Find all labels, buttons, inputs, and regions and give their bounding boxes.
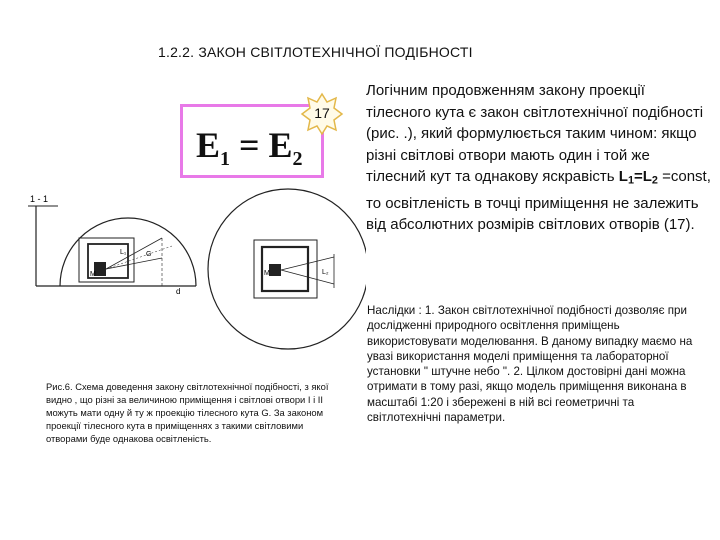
paragraph-equals: =	[633, 168, 643, 186]
figure-circle	[208, 189, 366, 349]
figure-point-m	[269, 264, 281, 276]
paragraph-l2: L	[642, 168, 652, 186]
figure-label-m: M	[264, 270, 270, 277]
figure-label-l1: L₁	[120, 249, 127, 256]
formula-equals: =	[230, 125, 269, 165]
figure-label-m: M	[90, 271, 96, 278]
paragraph-l2-sub: 2	[651, 175, 658, 188]
formula-e1-sub: 1	[220, 148, 231, 171]
paragraph-part2: =const, то освітленість в точці приміщення не залежить від абсолютних розмірів світлових отворів (17).	[366, 168, 711, 234]
figure-diagram	[26, 180, 366, 365]
formula-e2: E	[268, 125, 293, 165]
formula-e2-sub: 2	[292, 148, 303, 171]
formula-e1: E	[196, 125, 221, 165]
figure-label-section: 1 - 1	[30, 194, 49, 204]
figure-label-l2: L₂	[322, 269, 329, 276]
notes-paragraph: Наслідки : 1. Закон світлотехнічної подібності дозволяє при дослідженні природного освітлення приміщень використовувати моделювання. В даному випадку маємо на увазі використання моделі приміщення та лабораторної установки " штучне небо ". 2. Цілком достовірні дані можна отримати в тому разі, якщо модель приміщення виконана в масштабі 1:20 і збережені в ній всі геометричні та світлотехнічні параметри.	[367, 304, 693, 425]
figure-caption: Рис.6. Схема доведення закону світлотехнічної подібності, з якої видно , що різні за величиною приміщення і світлові отвори І і ІІ можуть мати одну й ту ж проекцію тілесного кута G. За законом проекції тілесного кута в приміщеннях з такими світловими отворами буде однакова освітленість.	[46, 381, 329, 444]
formula	[196, 124, 303, 171]
paragraph-l1-sub: 1	[627, 175, 634, 188]
main-paragraph	[366, 80, 711, 236]
paragraph-part1: Логічним продовженням закону проекції тілесного кута є закон світлотехнічної подібності (рис. .), який формулюється таким чином: якщо різні світлові отвори мають один і той же тілесний кут та однакову яскравість	[366, 82, 704, 186]
figure-label-g: G	[146, 251, 152, 258]
paragraph-l1: L	[618, 168, 628, 186]
figure-label-d: d	[176, 287, 181, 296]
star-badge-number: 17	[314, 105, 330, 121]
slide-title: 1.2.2. ЗАКОН СВІТЛОТЕХНІЧНОЇ ПОДІБНОСТІ	[158, 44, 473, 60]
